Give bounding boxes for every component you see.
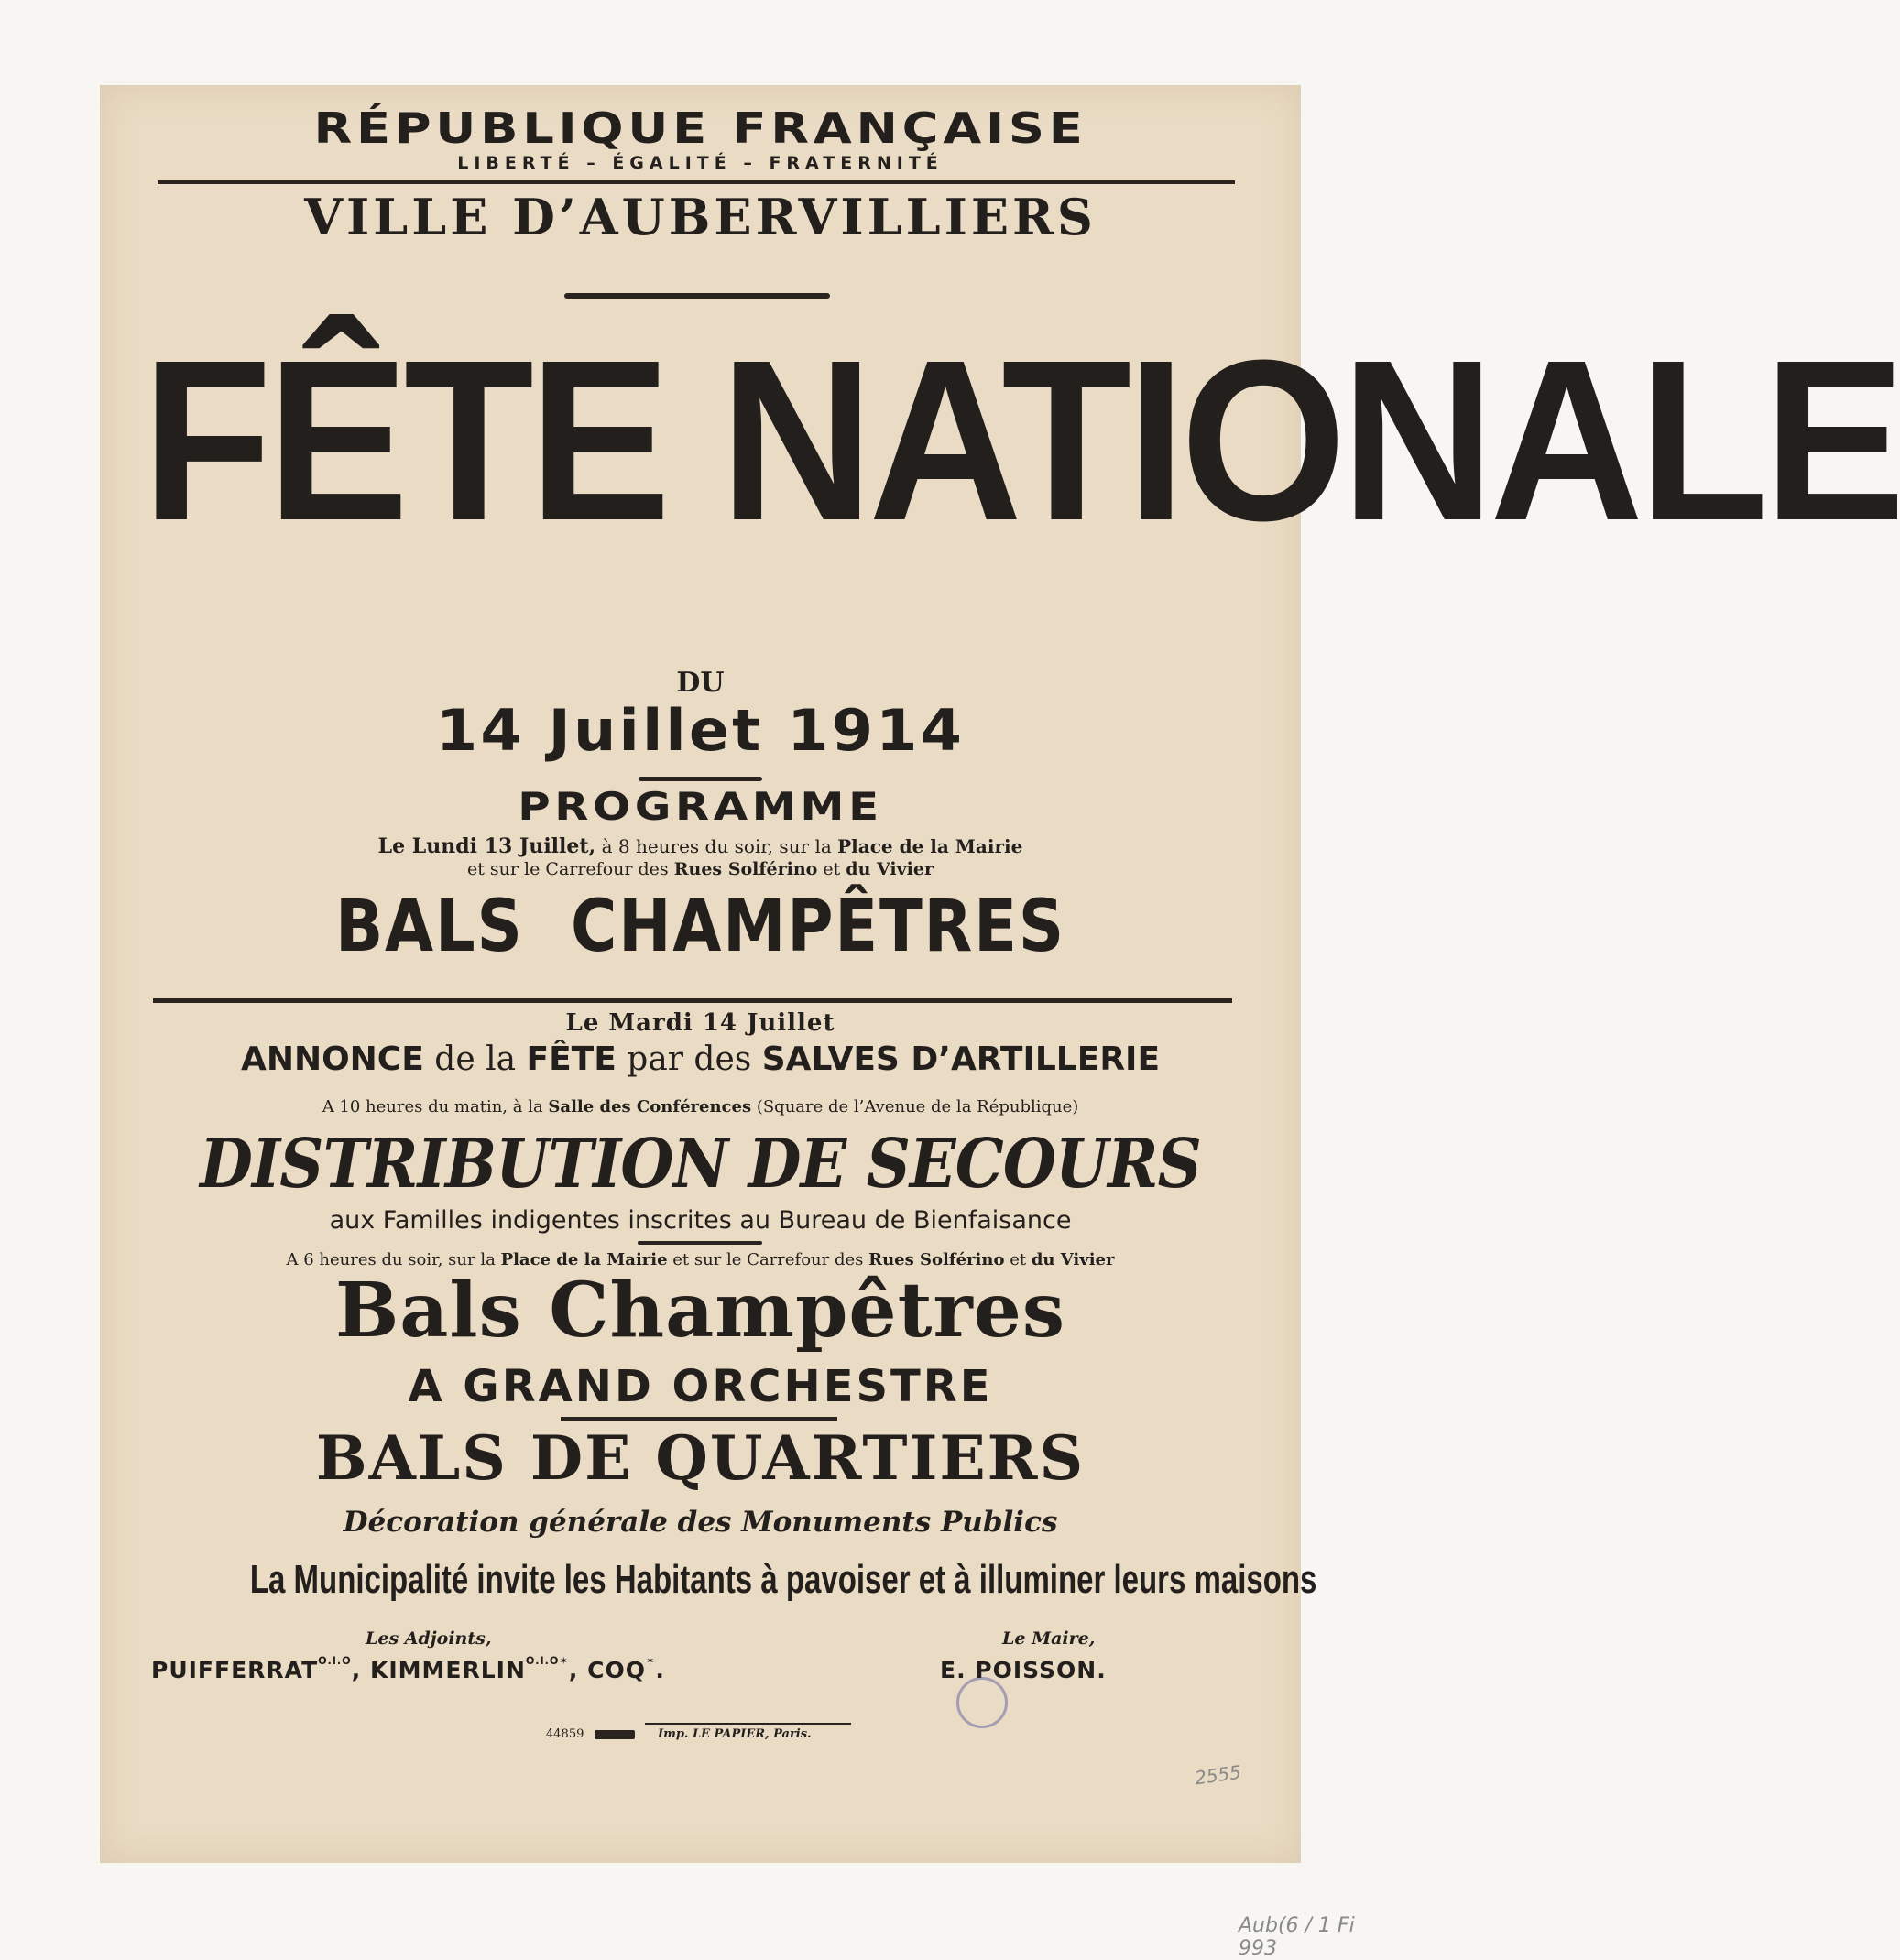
monday-street-1: Rues Solférino: [673, 859, 818, 879]
print-number: 44859: [546, 1727, 584, 1741]
archive-reference: Aub(6 / 1 Fi 993: [1239, 1914, 1355, 1960]
announce-salves: SALVES D’ARTILLERIE: [761, 1040, 1161, 1078]
monday-line-1: [100, 834, 1301, 858]
announce-line: [100, 1040, 1301, 1078]
adjoint-kimmerlin: , KIMMERLIN: [351, 1657, 526, 1683]
adjoints-label: Les Adjoints,: [366, 1628, 492, 1649]
morning-line: [100, 1097, 1301, 1116]
evening-street-1: Rues Solférino: [868, 1250, 1005, 1269]
decoration-line: Décoration générale des Monuments Publics: [343, 1506, 1058, 1539]
date-title: 14 Juillet 1914: [435, 697, 966, 764]
adjoint-coq-decoration: ✶: [645, 1655, 656, 1667]
monday-carrefour: et sur le Carrefour des: [467, 859, 674, 879]
motto: LIBERTÉ – ÉGALITÉ – FRATERNITÉ: [457, 153, 944, 173]
orchestre-title: A GRAND ORCHESTRE: [408, 1361, 993, 1412]
maire-name: E. POISSON.: [940, 1657, 1107, 1683]
monday-rule: [153, 998, 1232, 1003]
evening-carrefour: et sur le Carrefour des: [667, 1250, 869, 1269]
adjoint-coq: , COQ: [568, 1657, 646, 1683]
evening-place: Place de la Mairie: [500, 1250, 668, 1269]
pencil-note: 2555: [1193, 1760, 1243, 1790]
quartiers-title: BALS DE QUARTIERS: [315, 1422, 1086, 1494]
announce-word: ANNONCE: [240, 1040, 424, 1078]
monday-event: BALS CHAMPÊTRES: [334, 886, 1066, 968]
header-rule: [158, 180, 1235, 184]
evening-and: et: [1004, 1250, 1032, 1269]
invite-line: La Municipalité invite les Habitants à pavoiser et à illuminer leurs maisons: [249, 1557, 1317, 1602]
monday-time: à 8 heures du soir, sur la: [595, 835, 838, 857]
orchestre-rule: [561, 1417, 837, 1421]
bals-champetres-title: Bals Champêtres: [334, 1267, 1065, 1355]
du-label: DU: [676, 667, 725, 699]
announce-fete: FÊTE: [526, 1040, 617, 1078]
evening-time: A 6 heures du soir, sur la: [286, 1250, 501, 1269]
poster-sheet: [100, 85, 1900, 1863]
adjoints-names: [151, 1657, 665, 1683]
archive-stamp: [956, 1677, 1008, 1728]
monday-day: Le Lundi 13 Juillet,: [377, 834, 596, 858]
city-title: VILLE D’AUBERVILLIERS: [304, 188, 1097, 246]
printer-ornament: [595, 1730, 635, 1739]
city-ornament-rule: [564, 293, 830, 299]
republic-heading: RÉPUBLIQUE FRANÇAISE: [313, 103, 1087, 153]
adjoint-kimmerlin-decoration: O.I.O✶: [525, 1655, 569, 1667]
families-line: aux Familles indigentes inscrites au Bureau de Bienfaisance: [329, 1206, 1072, 1235]
main-title: FÊTE NATIONALE: [141, 312, 1900, 568]
printer-imprint: Imp. LE PAPIER, Paris.: [658, 1727, 812, 1741]
announce-par-des: par des: [616, 1040, 762, 1078]
adjoint-puifferrat: PUIFFERRAT: [151, 1657, 319, 1683]
evening-street-2: du Vivier: [1031, 1250, 1115, 1269]
distribution-title: DISTRIBUTION DE SECOURS: [200, 1125, 1201, 1203]
monday-street-2: du Vivier: [846, 859, 934, 879]
maire-label: Le Maire,: [1002, 1628, 1096, 1649]
morning-place: Salle des Conférences: [548, 1097, 752, 1116]
date-ornament-rule: [639, 777, 762, 781]
adjoint-puifferrat-decoration: O.I.O: [318, 1655, 352, 1667]
programme-heading: PROGRAMME: [518, 784, 883, 829]
families-ornament-rule: [638, 1241, 762, 1245]
morning-time: A 10 heures du matin, à la: [322, 1097, 549, 1116]
announce-de-la: de la: [423, 1040, 527, 1078]
printer-rule-top: [645, 1723, 851, 1725]
morning-square: (Square de l’Avenue de la République): [751, 1097, 1079, 1116]
monday-place: Place de la Mairie: [837, 835, 1023, 857]
adjoints-period: .: [655, 1657, 665, 1683]
monday-line-2: [100, 859, 1301, 879]
monday-and: et: [817, 859, 846, 879]
tuesday-day: Le Mardi 14 Juillet: [565, 1009, 835, 1037]
